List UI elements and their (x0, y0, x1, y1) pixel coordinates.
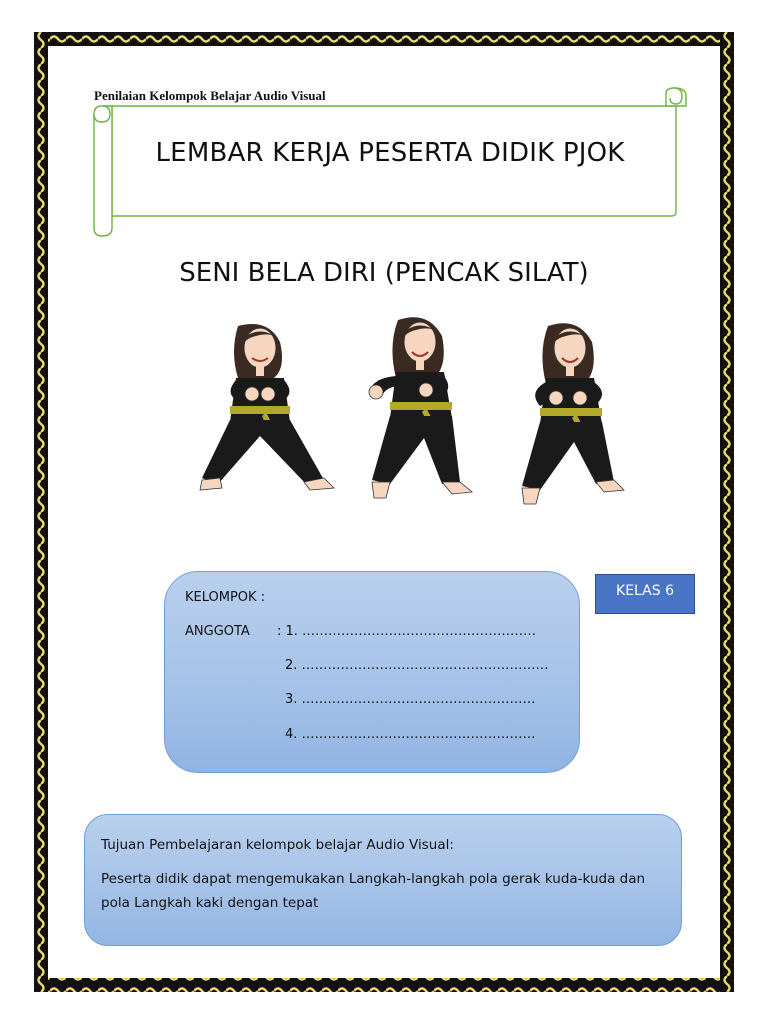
worksheet-title: LEMBAR KERJA PESERTA DIDIK PJOK (155, 138, 625, 168)
kelompok-label: KELOMPOK : (185, 590, 266, 605)
member-line-4[interactable]: 4. ……………………………………………… (285, 727, 536, 742)
anggota-label: ANGGOTA (185, 624, 250, 639)
topic-subtitle: SENI BELA DIRI (PENCAK SILAT) (179, 258, 589, 288)
pencak-silat-illustration (190, 312, 630, 512)
group-form-box (164, 571, 580, 773)
figure-1 (200, 324, 334, 490)
member-line-2[interactable]: 2. ………………………………………………… (285, 658, 549, 673)
figure-3 (522, 323, 624, 504)
goal-text-line-1: Peserta didik dapat mengemukakan Langkah-langkah pola gerak kuda-kuda dan (101, 871, 646, 887)
title-scroll-banner (90, 86, 690, 238)
learning-goal-box (84, 814, 682, 946)
member-line-3[interactable]: 3. ……………………………………………… (285, 692, 536, 707)
class-badge: KELAS 6 (595, 574, 695, 614)
figure-2 (369, 317, 472, 498)
goal-text-line-2: pola Langkah kaki dengan tepat (101, 895, 319, 911)
assessment-note: Penilaian Kelompok Belajar Audio Visual (94, 88, 326, 103)
goal-heading: Tujuan Pembelajaran kelompok belajar Audio Visual: (101, 837, 454, 853)
member-line-1[interactable]: : 1. ……………………………………………… (277, 624, 537, 639)
